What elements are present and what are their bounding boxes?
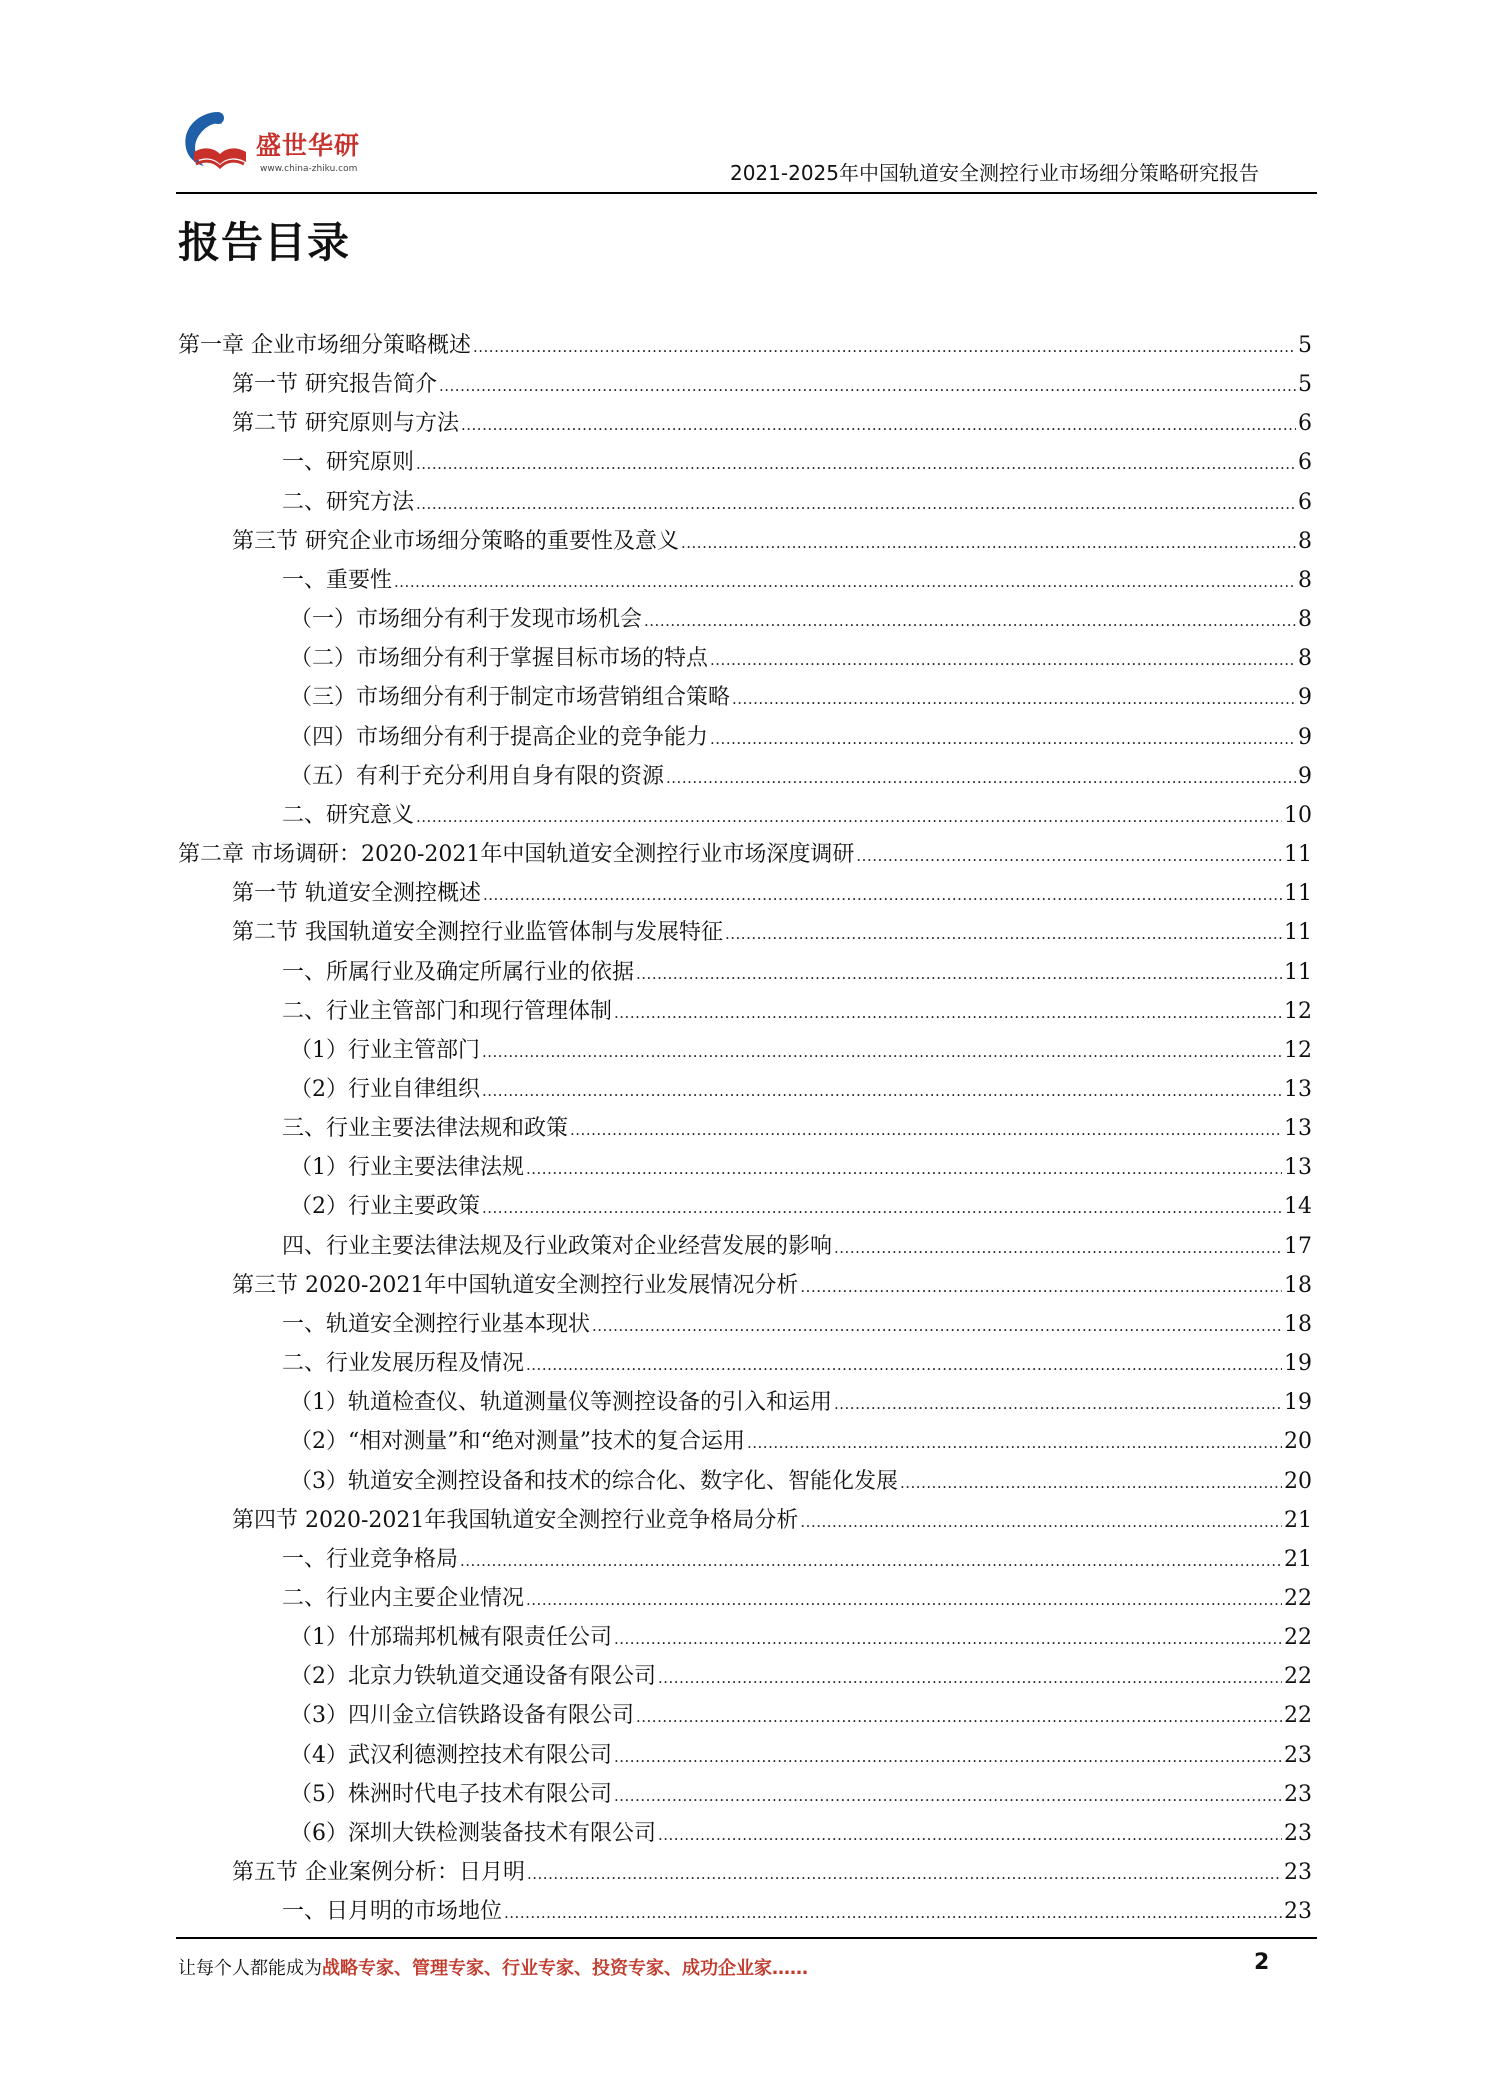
toc-entry-label: （三）市场细分有利于制定市场营销组合策略 bbox=[290, 685, 731, 711]
toc-dot-leader bbox=[526, 1591, 1282, 1609]
toc-entry[interactable] bbox=[178, 1738, 1312, 1777]
toc-dot-leader bbox=[416, 495, 1296, 513]
toc-entry-label: （一）市场细分有利于发现市场机会 bbox=[290, 607, 643, 633]
toc-entry[interactable] bbox=[178, 1777, 1312, 1816]
toc-entry-page: 22 bbox=[1284, 1703, 1312, 1729]
toc-dot-leader bbox=[526, 1356, 1282, 1374]
toc-entry[interactable] bbox=[178, 1346, 1312, 1385]
toc-entry-label: 一、所属行业及确定所属行业的依据 bbox=[282, 959, 635, 985]
toc-dot-leader bbox=[460, 1552, 1282, 1570]
toc-entry[interactable] bbox=[178, 1307, 1312, 1346]
toc-dot-leader bbox=[732, 690, 1296, 708]
toc-entry-page: 18 bbox=[1284, 1272, 1312, 1298]
toc-dot-leader bbox=[614, 1787, 1282, 1805]
toc-entry-page: 12 bbox=[1284, 998, 1312, 1024]
toc-entry-page: 23 bbox=[1284, 1820, 1312, 1846]
toc-dot-leader bbox=[636, 965, 1282, 983]
toc-dot-leader bbox=[658, 1826, 1282, 1844]
toc-entry[interactable] bbox=[178, 1464, 1312, 1503]
toc-entry[interactable] bbox=[178, 1268, 1312, 1307]
toc-entry-label: 第三节 研究企业市场细分策略的重要性及意义 bbox=[232, 528, 679, 554]
toc-entry-page: 6 bbox=[1298, 489, 1312, 515]
toc-entry-label: 第一节 研究报告简介 bbox=[232, 372, 437, 398]
toc-dot-leader bbox=[592, 1317, 1282, 1335]
toc-entry-page: 10 bbox=[1284, 802, 1312, 828]
toc-entry-label: （2）行业自律组织 bbox=[290, 1076, 480, 1102]
toc-entry-page: 8 bbox=[1298, 567, 1312, 593]
toc-dot-leader bbox=[614, 1630, 1282, 1648]
toc-dot-leader bbox=[482, 1082, 1282, 1100]
page-number: 2 bbox=[1254, 1950, 1270, 1975]
toc-entry-page: 12 bbox=[1284, 1037, 1312, 1063]
toc-dot-leader bbox=[461, 416, 1296, 434]
toc-entry[interactable] bbox=[178, 1620, 1312, 1659]
toc-entry[interactable] bbox=[178, 680, 1312, 719]
toc-entry-label: （四）市场细分有利于提高企业的竞争能力 bbox=[290, 724, 709, 750]
toc-entry-page: 9 bbox=[1298, 724, 1312, 750]
toc-entry[interactable] bbox=[178, 328, 1312, 367]
toc-entry-label: 二、行业主管部门和现行管理体制 bbox=[282, 998, 613, 1024]
toc-entry-label: （2）行业主要政策 bbox=[290, 1194, 480, 1220]
toc-entry[interactable] bbox=[178, 1581, 1312, 1620]
toc-entry-page: 9 bbox=[1298, 685, 1312, 711]
toc-dot-leader bbox=[636, 1708, 1282, 1726]
toc-entry[interactable] bbox=[178, 602, 1312, 641]
company-logo bbox=[176, 104, 376, 184]
toc-dot-leader bbox=[666, 769, 1296, 787]
toc-entry[interactable] bbox=[178, 1150, 1312, 1189]
toc-entry-page: 13 bbox=[1284, 1076, 1312, 1102]
toc-entry-label: 第三节 2020-2021年中国轨道安全测控行业发展情况分析 bbox=[232, 1272, 799, 1298]
toc-entry[interactable] bbox=[178, 1424, 1312, 1463]
toc-dot-leader bbox=[473, 338, 1296, 356]
toc-entry[interactable] bbox=[178, 1033, 1312, 1072]
toc-entry-label: 二、研究方法 bbox=[282, 489, 415, 515]
toc-entry-label: （4）武汉利德测控技术有限公司 bbox=[290, 1742, 612, 1768]
toc-dot-leader bbox=[856, 847, 1282, 865]
toc-heading: 报告目录 bbox=[178, 218, 351, 267]
toc-entry-label: 四、行业主要法律法规及行业政策对企业经营发展的影响 bbox=[282, 1233, 833, 1259]
toc-entry[interactable] bbox=[178, 524, 1312, 563]
toc-entry[interactable] bbox=[178, 641, 1312, 680]
toc-dot-leader bbox=[439, 377, 1296, 395]
toc-entry[interactable] bbox=[178, 915, 1312, 954]
toc-dot-leader bbox=[834, 1239, 1282, 1257]
toc-entry[interactable] bbox=[178, 1189, 1312, 1228]
toc-entry[interactable] bbox=[178, 406, 1312, 445]
toc-dot-leader bbox=[681, 534, 1296, 552]
toc-entry[interactable] bbox=[178, 563, 1312, 602]
toc-entry-page: 21 bbox=[1284, 1507, 1312, 1533]
toc-entry-page: 11 bbox=[1284, 881, 1312, 907]
toc-entry[interactable] bbox=[178, 955, 1312, 994]
toc-dot-leader bbox=[416, 808, 1282, 826]
toc-entry-page: 8 bbox=[1298, 646, 1312, 672]
toc-entry-page: 23 bbox=[1284, 1899, 1312, 1925]
toc-entry-label: （6）深圳大铁检测装备技术有限公司 bbox=[290, 1820, 656, 1846]
toc-entry-label: 一、研究原则 bbox=[282, 450, 415, 476]
toc-dot-leader bbox=[725, 925, 1282, 943]
toc-entry-label: （2）“相对测量”和“绝对测量”技术的复合运用 bbox=[290, 1429, 745, 1455]
toc-entry-page: 23 bbox=[1284, 1860, 1312, 1886]
footer-divider bbox=[176, 1937, 1317, 1939]
toc-entry-label: 一、轨道安全测控行业基本现状 bbox=[282, 1311, 591, 1337]
toc-entry-label: （五）有利于充分利用自身有限的资源 bbox=[290, 763, 665, 789]
toc-entry-label: 第四节 2020-2021年我国轨道安全测控行业竞争格局分析 bbox=[232, 1507, 799, 1533]
toc-dot-leader bbox=[483, 886, 1282, 904]
toc-entry-label: （二）市场细分有利于掌握目标市场的特点 bbox=[290, 646, 709, 672]
toc-dot-leader bbox=[834, 1395, 1282, 1413]
toc-dot-leader bbox=[800, 1278, 1282, 1296]
toc-entry-label: 第二节 我国轨道安全测控行业监管体制与发展特征 bbox=[232, 920, 723, 946]
report-title: 2021-2025年中国轨道安全测控行业市场细分策略研究报告 bbox=[729, 161, 1259, 185]
toc-entry[interactable] bbox=[178, 367, 1312, 406]
toc-dot-leader bbox=[800, 1513, 1282, 1531]
toc-dot-leader bbox=[570, 1121, 1282, 1139]
toc-entry-label: （1）行业主管部门 bbox=[290, 1037, 480, 1063]
toc-entry[interactable] bbox=[178, 759, 1312, 798]
toc-entry-page: 20 bbox=[1284, 1468, 1312, 1494]
toc-entry-page: 17 bbox=[1284, 1233, 1312, 1259]
toc-entry-label: 二、研究意义 bbox=[282, 802, 415, 828]
toc-entry-label: （3）四川金立信铁路设备有限公司 bbox=[290, 1703, 634, 1729]
toc-entry-page: 13 bbox=[1284, 1116, 1312, 1142]
toc-dot-leader bbox=[747, 1434, 1282, 1452]
toc-entry[interactable] bbox=[178, 1072, 1312, 1111]
toc-entry[interactable] bbox=[178, 1385, 1312, 1424]
toc-entry-page: 6 bbox=[1298, 411, 1312, 437]
toc-entry-page: 5 bbox=[1298, 333, 1312, 358]
toc-entry[interactable] bbox=[178, 1503, 1312, 1542]
toc-dot-leader bbox=[644, 612, 1296, 630]
toc-entry-page: 18 bbox=[1284, 1311, 1312, 1337]
toc-entry-page: 6 bbox=[1298, 450, 1312, 476]
logo-mark-icon bbox=[176, 104, 256, 184]
footer-slogan-roles: 战略专家、管理专家、行业专家、投资专家、成功企业家…… bbox=[322, 1958, 808, 1979]
toc-entry-label: 第五节 企业案例分析：日月明 bbox=[232, 1860, 525, 1886]
toc-entry-page: 11 bbox=[1284, 920, 1312, 946]
toc-entry[interactable] bbox=[178, 445, 1312, 484]
logo-url: www.china-zhiku.com bbox=[260, 164, 358, 174]
toc-entry-label: （1）轨道检查仪、轨道测量仪等测控设备的引入和运用 bbox=[290, 1390, 832, 1416]
toc-entry-label: 第二节 研究原则与方法 bbox=[232, 411, 459, 437]
toc-entry-page: 9 bbox=[1298, 763, 1312, 789]
toc-dot-leader bbox=[658, 1669, 1282, 1687]
toc-entry[interactable] bbox=[178, 1111, 1312, 1150]
toc-entry[interactable] bbox=[178, 1855, 1312, 1894]
toc-entry-label: （1）行业主要法律法规 bbox=[290, 1155, 524, 1181]
toc-dot-leader bbox=[416, 455, 1296, 473]
toc-entry-label: 第一章 企业市场细分策略概述 bbox=[178, 333, 471, 358]
toc-entry-label: 一、行业竞争格局 bbox=[282, 1546, 459, 1572]
toc-entry-label: 一、日月明的市场地位 bbox=[282, 1899, 503, 1925]
toc-entry-page: 23 bbox=[1284, 1742, 1312, 1768]
toc-entry[interactable] bbox=[178, 876, 1312, 915]
table-of-contents bbox=[178, 328, 1312, 1933]
toc-entry[interactable] bbox=[178, 1229, 1312, 1268]
toc-entry-page: 22 bbox=[1284, 1664, 1312, 1690]
toc-entry-label: 第一节 轨道安全测控概述 bbox=[232, 881, 481, 907]
toc-entry[interactable] bbox=[178, 1816, 1312, 1855]
toc-dot-leader bbox=[527, 1865, 1282, 1883]
toc-entry-page: 22 bbox=[1284, 1586, 1312, 1611]
toc-entry-page: 20 bbox=[1284, 1429, 1312, 1455]
toc-entry-page: 19 bbox=[1284, 1351, 1312, 1377]
toc-entry-page: 8 bbox=[1298, 528, 1312, 554]
toc-entry-page: 13 bbox=[1284, 1155, 1312, 1181]
toc-entry[interactable] bbox=[178, 1698, 1312, 1737]
toc-entry-label: （5）株洲时代电子技术有限公司 bbox=[290, 1781, 612, 1807]
toc-entry[interactable] bbox=[178, 485, 1312, 524]
toc-entry-label: 二、行业发展历程及情况 bbox=[282, 1351, 525, 1377]
toc-entry-page: 8 bbox=[1298, 607, 1312, 633]
toc-dot-leader bbox=[710, 730, 1296, 748]
toc-dot-leader bbox=[900, 1474, 1282, 1492]
logo-name: 盛世华研 bbox=[256, 131, 361, 160]
toc-entry-label: （3）轨道安全测控设备和技术的综合化、数字化、智能化发展 bbox=[290, 1468, 898, 1494]
toc-dot-leader bbox=[504, 1904, 1282, 1922]
toc-dot-leader bbox=[526, 1160, 1282, 1178]
toc-entry[interactable] bbox=[178, 837, 1312, 876]
toc-entry-label: 二、行业内主要企业情况 bbox=[282, 1586, 525, 1611]
toc-entry-page: 14 bbox=[1284, 1194, 1312, 1220]
toc-entry[interactable] bbox=[178, 798, 1312, 837]
toc-entry[interactable] bbox=[178, 720, 1312, 759]
toc-entry-label: 一、重要性 bbox=[282, 567, 393, 593]
header-divider bbox=[176, 192, 1317, 194]
toc-dot-leader bbox=[614, 1748, 1282, 1766]
toc-entry-page: 21 bbox=[1284, 1546, 1312, 1572]
toc-entry[interactable] bbox=[178, 994, 1312, 1033]
toc-dot-leader bbox=[710, 651, 1296, 669]
toc-entry-page: 19 bbox=[1284, 1390, 1312, 1416]
toc-dot-leader bbox=[394, 573, 1296, 591]
toc-entry-page: 11 bbox=[1284, 842, 1312, 868]
toc-entry-page: 23 bbox=[1284, 1781, 1312, 1807]
toc-entry-label: 三、行业主要法律法规和政策 bbox=[282, 1116, 569, 1142]
toc-entry[interactable] bbox=[178, 1542, 1312, 1581]
toc-entry-label: 第二章 市场调研：2020-2021年中国轨道安全测控行业市场深度调研 bbox=[178, 842, 855, 868]
toc-entry-page: 11 bbox=[1284, 959, 1312, 985]
toc-entry-label: （2）北京力铁轨道交通设备有限公司 bbox=[290, 1664, 656, 1690]
toc-dot-leader bbox=[614, 1004, 1282, 1022]
toc-entry-page: 22 bbox=[1284, 1625, 1312, 1651]
toc-entry-page: 5 bbox=[1298, 372, 1312, 398]
toc-entry-label: （1）什邡瑞邦机械有限责任公司 bbox=[290, 1625, 612, 1651]
footer-slogan-prefix: 让每个人都能成为 bbox=[178, 1958, 322, 1979]
toc-dot-leader bbox=[482, 1043, 1282, 1061]
toc-entry[interactable] bbox=[178, 1659, 1312, 1698]
footer-slogan bbox=[178, 1954, 808, 1980]
toc-dot-leader bbox=[482, 1199, 1282, 1217]
toc-entry[interactable] bbox=[178, 1894, 1312, 1933]
